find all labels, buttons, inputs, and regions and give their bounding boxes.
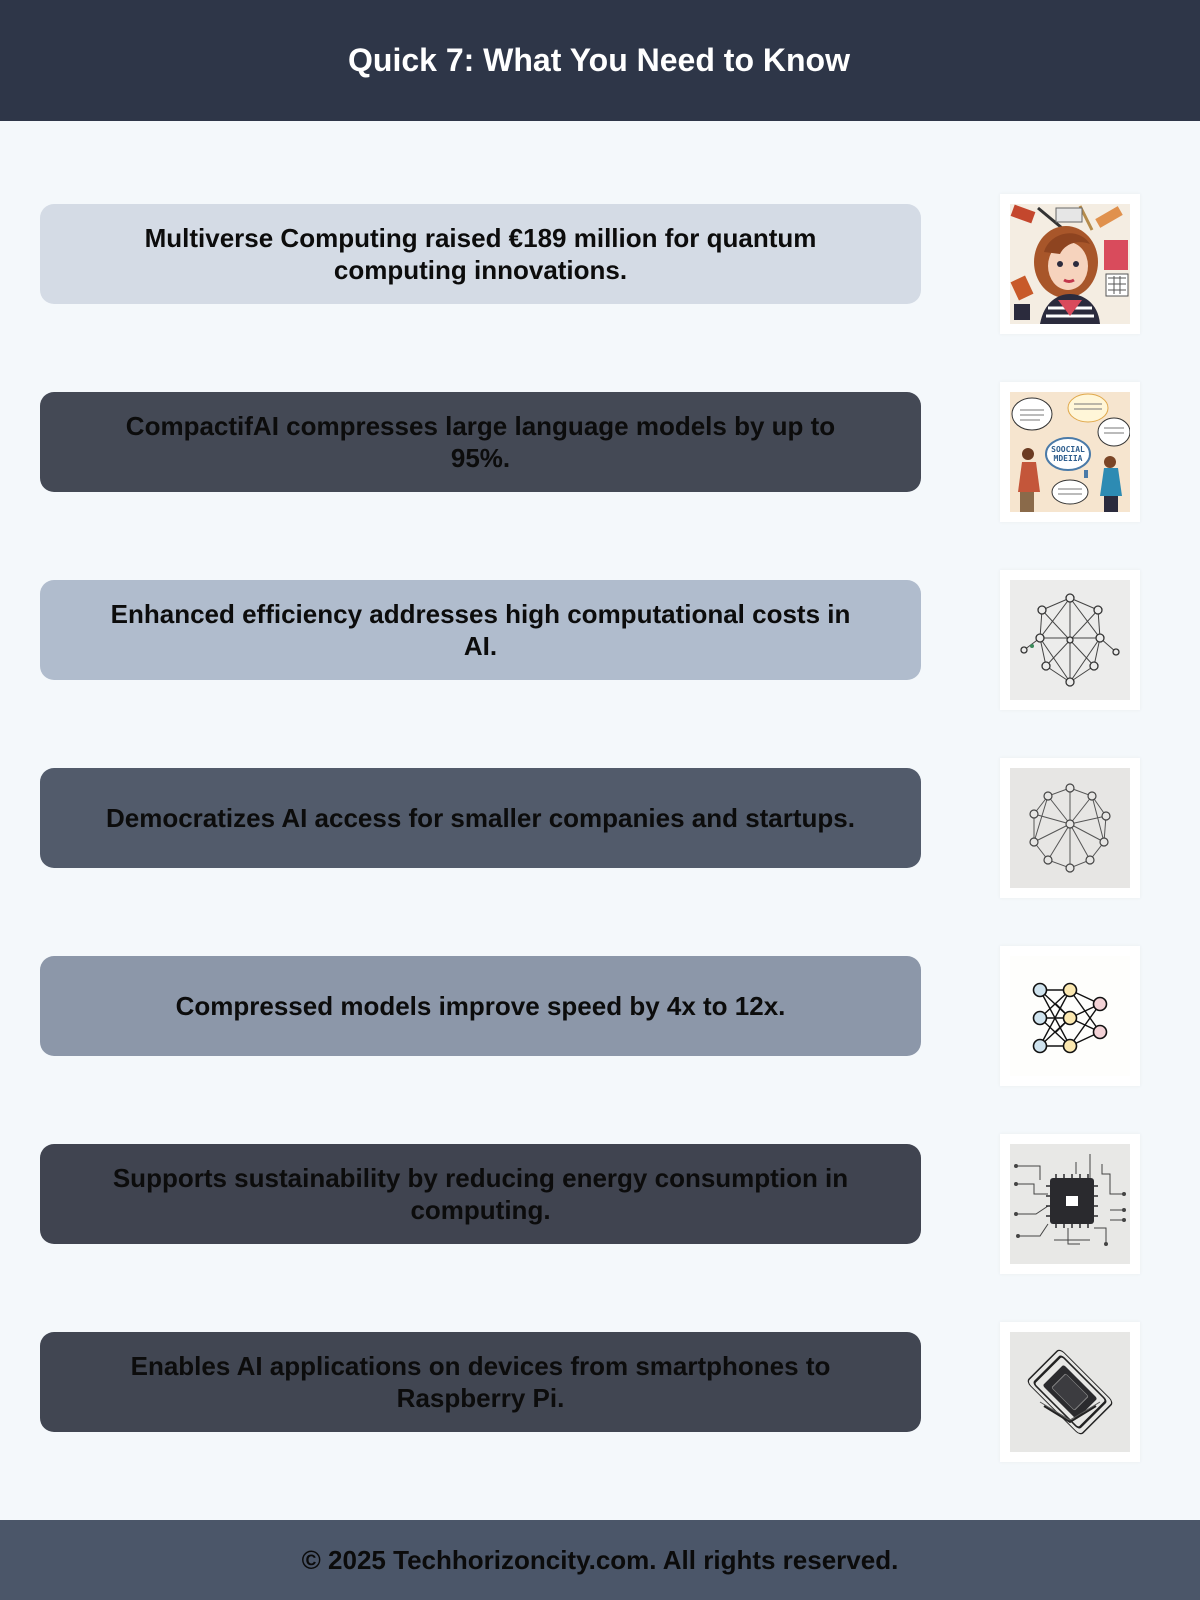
fact-thumbnail (1000, 570, 1140, 710)
page-footer (0, 1520, 1200, 1600)
fact-card (40, 580, 921, 680)
list-item (0, 946, 1200, 1086)
page-title: Quick 7: What You Need to Know (348, 42, 850, 78)
fact-thumbnail (1000, 1322, 1140, 1462)
copyright-text: © 2025 Techhorizoncity.com. All rights reserved. (301, 1544, 899, 1575)
fact-thumbnail (1000, 382, 1140, 522)
fact-text: Enhanced efficiency addresses high computational costs in AI. (110, 599, 851, 661)
list-item (0, 758, 1200, 898)
circuit-chip-icon (1010, 1144, 1130, 1264)
list-item (0, 382, 1200, 522)
fact-card (40, 392, 921, 492)
fact-thumbnail (1000, 946, 1140, 1086)
microchip-icon (1010, 1332, 1130, 1452)
neural-network-icon (1010, 956, 1130, 1076)
fact-text: Multiverse Computing raised €189 million for quantum computing innovations. (144, 223, 817, 285)
fact-text: CompactifAI compresses large language models by up to 95%. (125, 411, 836, 473)
fact-thumbnail (1000, 194, 1140, 334)
fact-text: Democratizes AI access for smaller companies and startups. (105, 803, 855, 833)
fact-card (40, 204, 921, 304)
fact-text: Supports sustainability by reducing energy consumption in computing. (112, 1163, 849, 1225)
list-item (0, 1134, 1200, 1274)
illustrated-woman-icon (1010, 204, 1130, 324)
list-item (0, 1322, 1200, 1462)
fact-text: Compressed models improve speed by 4x to 12x. (175, 991, 786, 1021)
fact-card (40, 768, 921, 868)
fact-card (40, 956, 921, 1056)
list-item (0, 194, 1200, 334)
page-header (0, 0, 1200, 121)
social-media-illustration-icon (1010, 392, 1130, 512)
network-graph-icon (1010, 580, 1130, 700)
fact-thumbnail (1000, 758, 1140, 898)
fact-card (40, 1332, 921, 1432)
illustration-text: SOOCIAL (1051, 445, 1085, 454)
fact-card (40, 1144, 921, 1244)
fact-text: Enables AI applications on devices from smartphones to Raspberry Pi. (130, 1351, 831, 1413)
fact-thumbnail (1000, 1134, 1140, 1274)
list-item (0, 570, 1200, 710)
illustration-text: MDEIIA (1053, 454, 1083, 463)
radial-network-icon (1010, 768, 1130, 888)
